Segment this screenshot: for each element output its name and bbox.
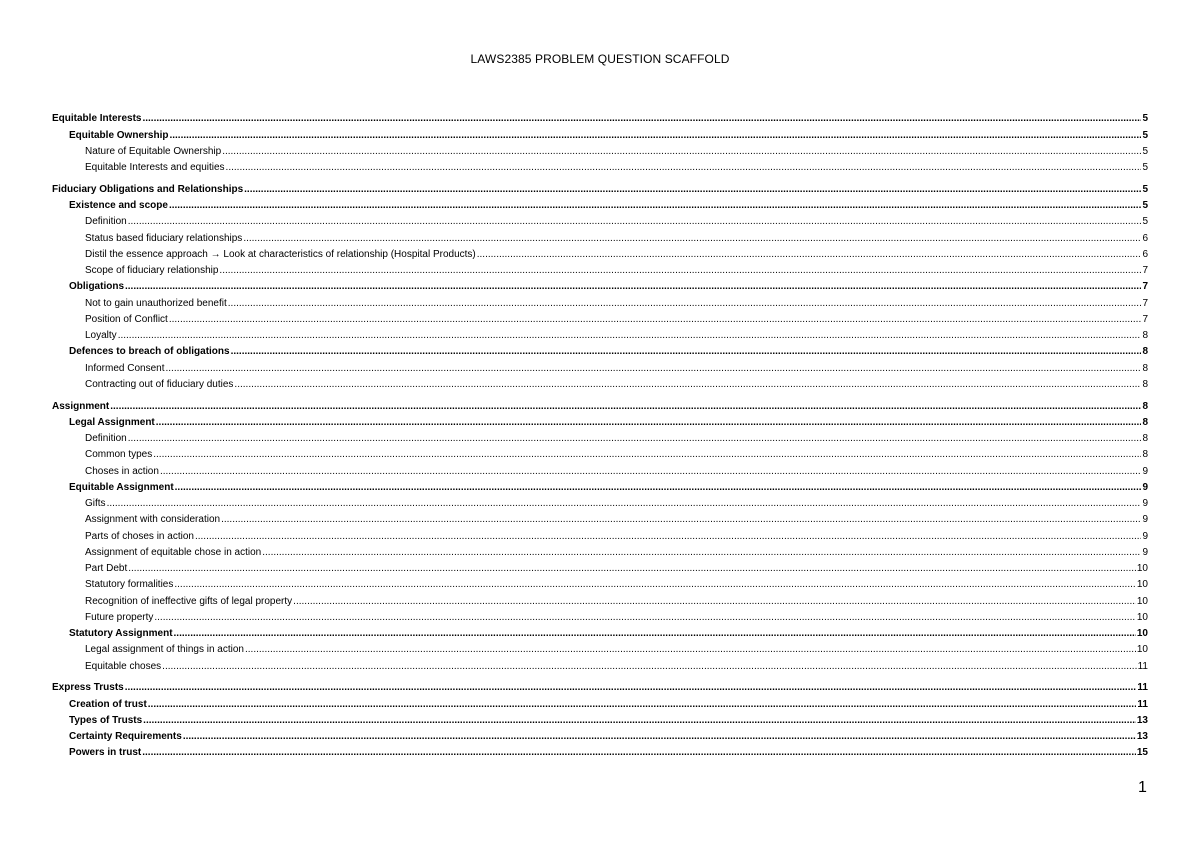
toc-entry-page: 5 [1142,183,1148,195]
toc-entry[interactable] [52,342,1148,358]
toc-entry[interactable] [52,526,1148,542]
toc-entry-label: Choses in action [85,465,159,477]
toc-entry-page: 5 [1142,113,1148,125]
toc-dot-leader [226,162,1142,174]
toc-dot-leader [174,579,1136,591]
toc-entry[interactable] [52,624,1148,640]
toc-dot-leader [162,661,1136,673]
toc-dot-leader [234,379,1141,391]
toc-dot-leader [166,363,1142,375]
table-of-contents [52,109,1148,759]
toc-entry[interactable] [52,711,1148,727]
toc-dot-leader [174,628,1136,640]
toc-entry[interactable] [52,245,1148,261]
toc-entry-page: 6 [1142,232,1148,244]
toc-entry-page: 5 [1142,145,1148,157]
toc-entry-label: Defences to breach of obligations [69,346,230,358]
toc-entry-page: 7 [1142,281,1148,293]
toc-entry-label: Definition [85,433,127,444]
toc-entry[interactable] [52,413,1148,429]
toc-entry-page: 7 [1142,313,1148,325]
toc-entry-label: Status based fiduciary relationships [85,232,243,244]
document-title: LAWS2385 PROBLEM QUESTION SCAFFOLD [470,52,730,66]
toc-entry-label: Informed Consent [85,362,165,374]
toc-entry[interactable] [52,310,1148,326]
toc-entry-page: 11 [1137,698,1148,710]
toc-entry-label: Statutory formalities [85,579,174,591]
toc-entry-label: Parts of choses in action [85,530,194,542]
toc-entry-page: 5 [1142,162,1148,173]
toc-entry-label: Statutory Assignment [69,628,173,639]
toc-entry-label: Obligations [69,281,124,293]
toc-dot-leader [221,514,1141,526]
toc-dot-leader [244,184,1141,196]
toc-entry-label: Nature of Equitable Ownership [85,145,222,157]
toc-entry-label: Assignment with consideration [85,514,221,526]
toc-entry-page: 9 [1142,465,1148,477]
toc-entry-page: 9 [1142,481,1148,493]
toc-dot-leader [125,682,1137,694]
toc-dot-leader [169,130,1141,142]
toc-entry-label: Future property [85,611,154,623]
toc-entry-label: Gifts [85,498,106,509]
toc-entry[interactable] [52,727,1148,743]
toc-dot-leader [477,249,1142,261]
toc-entry[interactable] [52,228,1148,244]
toc-dot-leader [110,401,1141,413]
toc-entry-label: Certainty Requirements [69,731,182,742]
toc-dot-leader [231,346,1142,358]
toc-entry-page: 5 [1142,216,1148,228]
toc-entry[interactable] [52,158,1148,174]
toc-entry-label: Equitable Assignment [69,481,174,493]
toc-dot-leader [160,466,1142,478]
toc-entry-page: 9 [1142,514,1148,526]
toc-entry-label: Express Trusts [52,682,124,694]
toc-entry-label: Scope of fiduciary relationship [85,265,219,276]
page-number: 1 [1138,779,1147,796]
toc-dot-leader [128,563,1136,575]
toc-entry-page: 13 [1136,731,1148,742]
toc-entry[interactable] [52,293,1148,309]
toc-entry-page: 11 [1137,660,1148,672]
toc-entry[interactable] [52,125,1148,141]
toc-dot-leader [195,531,1141,543]
toc-dot-leader [222,146,1141,158]
toc-entry[interactable] [52,678,1148,694]
toc-entry-label: Position of Conflict [85,313,168,325]
toc-dot-leader [156,417,1142,429]
toc-dot-leader [169,314,1142,326]
toc-entry-page: 8 [1142,346,1148,358]
toc-dot-leader [143,715,1136,727]
toc-entry-label: Distil the essence approach → Look at characteristics of relationship (Hospital Products) [85,248,476,260]
toc-entry-label: Not to gain unauthorized benefit [85,297,227,309]
toc-entry-page: 10 [1136,628,1148,639]
toc-entry-page: 8 [1142,449,1148,461]
toc-entry-label: Contracting out of fiduciary duties [85,378,234,390]
toc-entry[interactable] [52,212,1148,228]
toc-entry-label: Equitable Interests and equities [85,162,225,173]
toc-entry[interactable] [52,326,1148,342]
toc-entry-label: Equitable choses [85,660,162,672]
toc-entry-page: 10 [1136,644,1148,656]
toc-dot-leader [128,433,1142,445]
toc-entry[interactable] [52,109,1148,125]
toc-dot-leader [128,216,1142,228]
toc-entry[interactable] [52,142,1148,158]
toc-entry-page: 10 [1136,563,1148,574]
toc-entry-label: Creation of trust [69,698,147,710]
toc-dot-leader [142,113,1141,125]
toc-entry[interactable] [52,510,1148,526]
toc-entry[interactable] [52,559,1148,575]
toc-dot-leader [125,281,1141,293]
toc-dot-leader [107,498,1142,510]
toc-entry-label: Loyalty [85,330,117,341]
toc-entry-label: Existence and scope [69,200,168,211]
toc-entry-page: 8 [1142,378,1148,390]
toc-entry-page: 9 [1142,530,1148,542]
toc-entry[interactable] [52,575,1148,591]
toc-entry-label: Assignment [52,400,110,412]
toc-entry-page: 9 [1142,546,1148,558]
toc-entry-label: Equitable Interests [52,113,142,125]
toc-entry[interactable] [52,640,1148,656]
toc-dot-leader [219,265,1141,277]
toc-dot-leader [183,731,1136,743]
toc-entry-label: Fiduciary Obligations and Relationships [52,183,244,195]
toc-entry-label: Powers in trust [69,747,142,759]
toc-entry-page: 10 [1136,595,1148,607]
toc-entry-label: Types of Trusts [69,714,143,726]
toc-entry-page: 7 [1142,265,1148,276]
toc-entry[interactable] [52,261,1148,277]
toc-entry-label: Definition [85,216,127,228]
toc-entry[interactable] [52,694,1148,710]
toc-entry-page: 11 [1137,682,1148,694]
toc-entry-page: 7 [1142,297,1148,309]
toc-entry[interactable] [52,743,1148,759]
toc-entry-page: 8 [1142,330,1148,341]
toc-dot-leader [142,747,1136,759]
toc-entry-page: 10 [1136,579,1148,591]
toc-entry[interactable] [52,494,1148,510]
toc-entry[interactable] [52,358,1148,374]
toc-entry-page: 8 [1142,362,1148,374]
toc-entry-page: 6 [1142,248,1148,260]
toc-entry[interactable] [52,656,1148,672]
toc-entry[interactable] [52,196,1148,212]
toc-entry-page: 8 [1142,433,1148,444]
toc-entry-label: Common types [85,449,153,461]
toc-dot-leader [118,330,1142,342]
toc-dot-leader [243,233,1141,245]
toc-entry[interactable] [52,608,1148,624]
toc-dot-leader [262,547,1141,559]
toc-dot-leader [154,612,1136,624]
toc-entry-page: 9 [1142,498,1148,509]
toc-dot-leader [153,449,1141,461]
toc-entry[interactable] [52,478,1148,494]
toc-dot-leader [293,596,1136,608]
toc-entry[interactable] [52,543,1148,559]
toc-entry[interactable] [52,445,1148,461]
toc-entry[interactable] [52,591,1148,607]
toc-dot-leader [169,200,1142,212]
toc-dot-leader [148,699,1137,711]
toc-dot-leader [228,298,1142,310]
toc-entry-label: Part Debt [85,563,128,574]
toc-entry[interactable] [52,375,1148,391]
toc-entry[interactable] [52,396,1148,412]
toc-entry-label: Assignment of equitable chose in action [85,546,262,558]
toc-entry[interactable] [52,429,1148,445]
toc-entry-label: Recognition of ineffective gifts of legal property [85,595,293,607]
toc-entry-page: 5 [1142,200,1148,211]
toc-entry-page: 5 [1142,129,1148,141]
toc-entry-page: 8 [1142,416,1148,428]
toc-entry[interactable] [52,180,1148,196]
toc-entry[interactable] [52,461,1148,477]
toc-dot-leader [245,644,1136,656]
toc-entry-page: 15 [1136,747,1148,759]
toc-entry-label: Legal Assignment [69,416,155,428]
toc-entry-page: 8 [1142,400,1148,412]
toc-entry-label: Legal assignment of things in action [85,644,244,656]
toc-entry[interactable] [52,277,1148,293]
toc-entry-page: 13 [1136,714,1148,726]
toc-entry-page: 10 [1136,611,1148,623]
toc-entry-label: Equitable Ownership [69,129,169,141]
toc-dot-leader [175,482,1142,494]
